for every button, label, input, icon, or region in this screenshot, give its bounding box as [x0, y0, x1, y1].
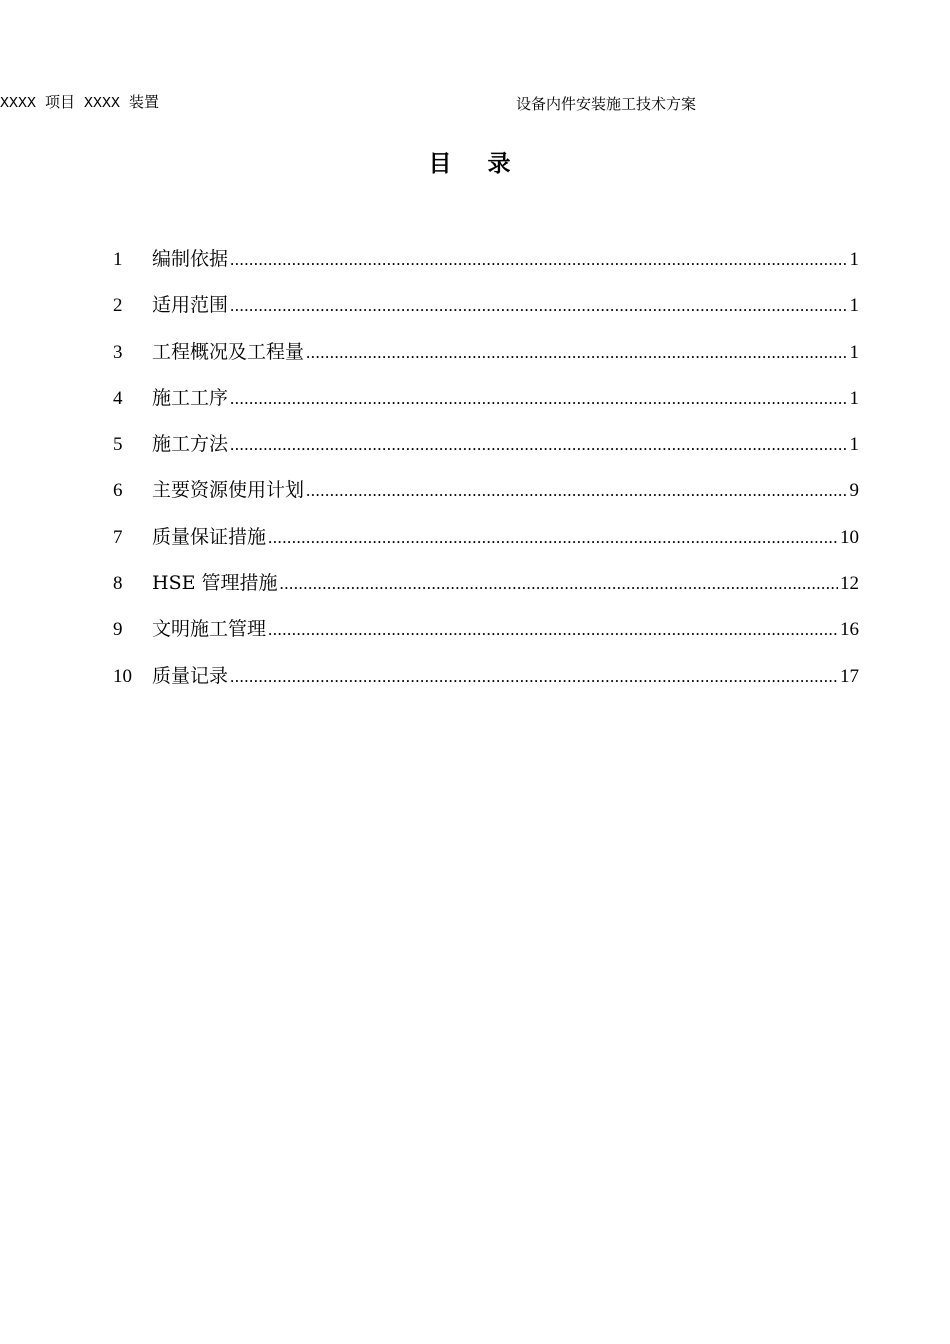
toc-entry-label: HSE 管理措施 — [152, 572, 278, 595]
toc-leader-dots — [268, 519, 838, 557]
toc-leader-dots — [306, 472, 847, 510]
toc-entry-label: 施工工序 — [152, 386, 229, 409]
toc-entry-label: 编制依据 — [152, 248, 229, 270]
toc-entry-number: 10 — [113, 665, 132, 687]
toc-entry-9[interactable] — [113, 610, 859, 656]
toc-entry-page: 17 — [840, 665, 859, 687]
toc-leader-dots — [230, 426, 847, 464]
toc-leader-dots — [230, 380, 847, 418]
toc-entry-6[interactable] — [113, 471, 859, 517]
header-project-name: XXXX 项目 XXXX 装置 — [0, 95, 160, 112]
toc-leader-dots — [280, 565, 839, 603]
toc-entry-page: 1 — [849, 341, 859, 363]
toc-entry-number: 8 — [113, 573, 123, 595]
toc-entry-number: 3 — [113, 341, 123, 363]
toc-entry-number: 9 — [113, 619, 123, 641]
toc-entry-label: 质量保证措施 — [152, 525, 267, 548]
toc-entry-label: 主要资源使用计划 — [152, 479, 305, 502]
toc-entry-1[interactable] — [113, 240, 859, 286]
toc-title: 目录 — [428, 150, 547, 177]
toc-entry-page: 1 — [849, 434, 859, 456]
toc-entry-page: 16 — [840, 619, 859, 641]
toc-entry-page: 1 — [849, 387, 859, 409]
toc-entry-number: 6 — [113, 480, 123, 502]
toc-entry-number: 5 — [113, 434, 123, 456]
toc-entry-5[interactable] — [113, 425, 859, 471]
toc-entry-number: 7 — [113, 526, 123, 548]
toc-entry-page: 1 — [849, 295, 859, 317]
toc-entry-3[interactable] — [113, 333, 859, 379]
toc-leader-dots — [230, 658, 838, 696]
toc-entry-number: 1 — [113, 249, 123, 270]
toc-entry-number: 2 — [113, 295, 123, 317]
toc-entry-label: 工程概况及工程量 — [152, 340, 305, 363]
toc-entry-label: 适用范围 — [152, 294, 229, 317]
toc-entry-page: 10 — [840, 526, 859, 548]
toc-entry-8[interactable] — [113, 564, 859, 610]
toc-entry-label: 质量记录 — [152, 664, 229, 687]
toc-entry-page: 1 — [849, 249, 859, 270]
toc-entry-10[interactable] — [113, 657, 859, 703]
toc-leader-dots — [306, 334, 847, 372]
toc-entry-page: 12 — [840, 573, 859, 595]
toc-entry-page: 9 — [849, 480, 859, 502]
toc-leader-dots — [230, 287, 847, 325]
toc-entry-4[interactable] — [113, 379, 859, 425]
toc-entry-number: 4 — [113, 387, 123, 409]
toc-entry-7[interactable] — [113, 518, 859, 564]
header-document-title: 设备内件安装施工技术方案 — [516, 95, 697, 113]
toc-leader-dots — [268, 611, 838, 649]
table-of-contents — [113, 240, 859, 703]
toc-entry-label: 施工方法 — [152, 433, 229, 456]
toc-entry-label: 文明施工管理 — [152, 618, 267, 641]
toc-entry-2[interactable] — [113, 286, 859, 332]
toc-leader-dots — [230, 241, 847, 279]
